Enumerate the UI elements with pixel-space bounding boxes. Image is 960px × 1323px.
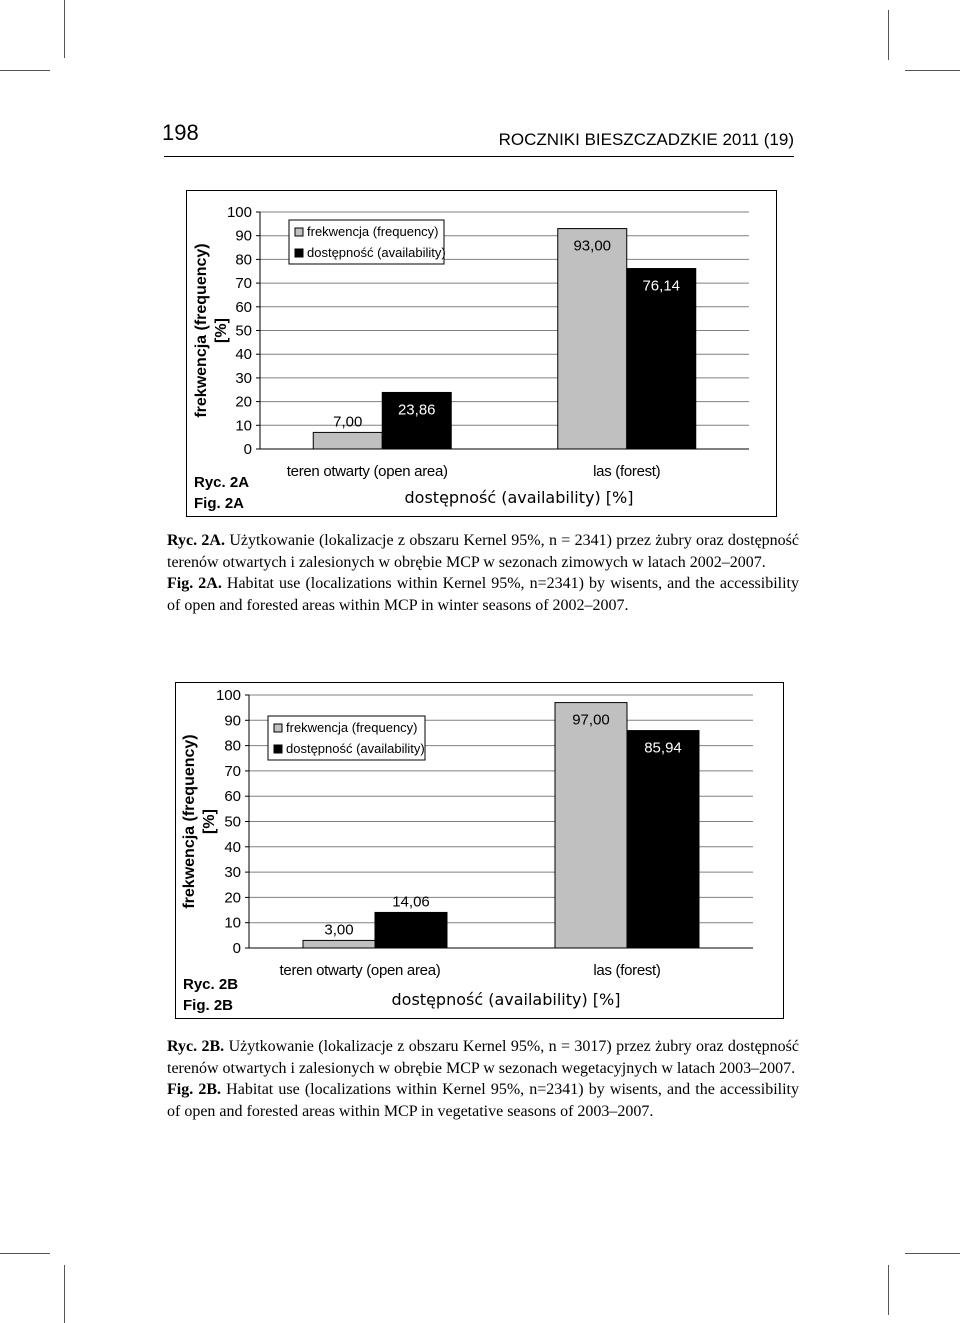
y-axis-label: [%] — [213, 318, 230, 343]
data-label: 14,06 — [392, 893, 430, 911]
caption-2b-pl — [167, 1036, 799, 1079]
caption-text: Użytkowanie (lokalizacje z obszaru Kernel 95%, n = 3017) przez żubry oraz dostępność terenów otwartych i zalesionych w obrębie MCP w sezonach wegetacyjnych w latach 2003–2007. — [167, 1038, 800, 1077]
y-tick-label: 60 — [235, 298, 252, 316]
y-tick-label: 10 — [235, 417, 252, 435]
data-label: 23,86 — [397, 401, 436, 419]
x-axis-label: dostępność (availability) [%] — [404, 488, 634, 507]
y-tick-label: 70 — [224, 762, 241, 780]
caption-label: Ryc. 2B. — [167, 1038, 225, 1055]
caption-2a-en — [167, 573, 799, 616]
x-tick-label: teren otwarty (open area) — [279, 962, 441, 979]
bar — [313, 432, 382, 449]
caption-text: Habitat use (localizations within Kernel 95%, n=2341) by wisents, and the accessibility of open and forested areas within MCP in winter seasons of 2002–2007. — [167, 575, 799, 614]
caption-2b — [167, 1036, 799, 1122]
y-tick-label: 100 — [226, 204, 252, 221]
y-tick-label: 60 — [224, 788, 241, 806]
x-tick-label: teren otwarty (open area) — [286, 463, 448, 480]
y-tick-label: 40 — [224, 838, 241, 856]
crop-mark — [0, 1253, 50, 1254]
legend-label: frekwencja (frequency) — [286, 720, 418, 735]
figure-2b — [175, 682, 784, 1019]
crop-mark — [888, 10, 889, 60]
figure-label-en: Fig. 2A — [194, 495, 245, 512]
y-axis-label: [%] — [201, 809, 218, 834]
data-label: 93,00 — [573, 237, 612, 255]
bar — [558, 229, 627, 449]
caption-text: Użytkowanie (lokalizacje z obszaru Kernel 95%, n = 2341) przez żubry oraz dostępność terenów otwartych i zalesionych w obrębie MCP w sezonach zimowych w latach 2002–2007. — [167, 532, 799, 571]
bar-chart-2b — [175, 682, 784, 1019]
legend-swatch — [295, 228, 303, 236]
figure-label-pl: Ryc. 2A — [194, 474, 250, 491]
crop-mark — [0, 70, 50, 71]
figure-label-pl: Ryc. 2B — [183, 976, 239, 993]
figure-2a — [186, 190, 777, 517]
data-label: 7,00 — [333, 413, 363, 431]
bar — [627, 269, 696, 449]
caption-label: Fig. 2A. — [167, 575, 222, 592]
y-tick-label: 0 — [243, 441, 252, 458]
x-tick-label: las (forest) — [593, 962, 661, 979]
caption-label: Fig. 2B. — [167, 1081, 222, 1098]
y-tick-label: 90 — [235, 227, 252, 245]
y-axis-label: frekwencja (frequency) — [193, 243, 210, 418]
legend-label: dostępność (availability) — [307, 245, 446, 260]
data-label: 76,14 — [642, 277, 681, 295]
y-tick-label: 30 — [224, 864, 241, 882]
y-tick-label: 70 — [235, 275, 252, 293]
crop-mark — [888, 1265, 889, 1315]
y-tick-label: 30 — [235, 369, 252, 387]
bar — [555, 703, 627, 948]
data-label: 97,00 — [572, 711, 610, 729]
y-tick-label: 50 — [224, 813, 241, 831]
bar — [303, 940, 375, 948]
crop-mark — [64, 0, 65, 58]
bar — [375, 912, 447, 948]
legend-swatch — [274, 724, 282, 732]
y-tick-label: 0 — [232, 940, 241, 957]
bar — [627, 731, 699, 948]
page-number: 198 — [162, 120, 199, 145]
y-tick-label: 20 — [235, 393, 252, 411]
figure-label-en: Fig. 2B — [183, 997, 234, 1014]
y-tick-label: 80 — [235, 251, 252, 269]
y-tick-label: 80 — [224, 737, 241, 755]
legend-swatch — [274, 745, 282, 753]
legend-label: dostępność (availability) — [286, 741, 425, 756]
y-tick-label: 20 — [224, 889, 241, 907]
legend-label: frekwencja (frequency) — [307, 224, 439, 239]
x-axis-label: dostępność (availability) [%] — [391, 990, 621, 1009]
caption-label: Ryc. 2A. — [167, 532, 225, 549]
y-axis-label: frekwencja (frequency) — [181, 734, 198, 909]
bar-chart-2a — [186, 190, 777, 517]
data-label: 3,00 — [324, 921, 354, 939]
y-tick-label: 50 — [235, 322, 252, 340]
data-label: 85,94 — [644, 739, 682, 757]
caption-text: Habitat use (localizations within Kernel 95%, n=2341) by wisents, and the accessibility of open and forested areas within MCP in vegetative seasons of 2003–2007. — [167, 1081, 800, 1120]
crop-mark — [905, 70, 960, 71]
caption-2b-en — [167, 1079, 799, 1122]
y-tick-label: 10 — [224, 914, 241, 932]
crop-mark — [64, 1265, 65, 1323]
caption-2a — [167, 530, 799, 616]
x-tick-label: las (forest) — [593, 463, 661, 480]
y-tick-label: 40 — [235, 346, 252, 364]
y-tick-label: 100 — [215, 687, 241, 704]
crop-mark — [905, 1253, 960, 1254]
header-rule — [164, 156, 794, 157]
caption-2a-pl — [167, 530, 799, 573]
running-head: ROCZNIKI BIESZCZADZKIE 2011 (19) — [498, 130, 794, 149]
legend-swatch — [295, 249, 303, 257]
y-tick-label: 90 — [224, 712, 241, 730]
